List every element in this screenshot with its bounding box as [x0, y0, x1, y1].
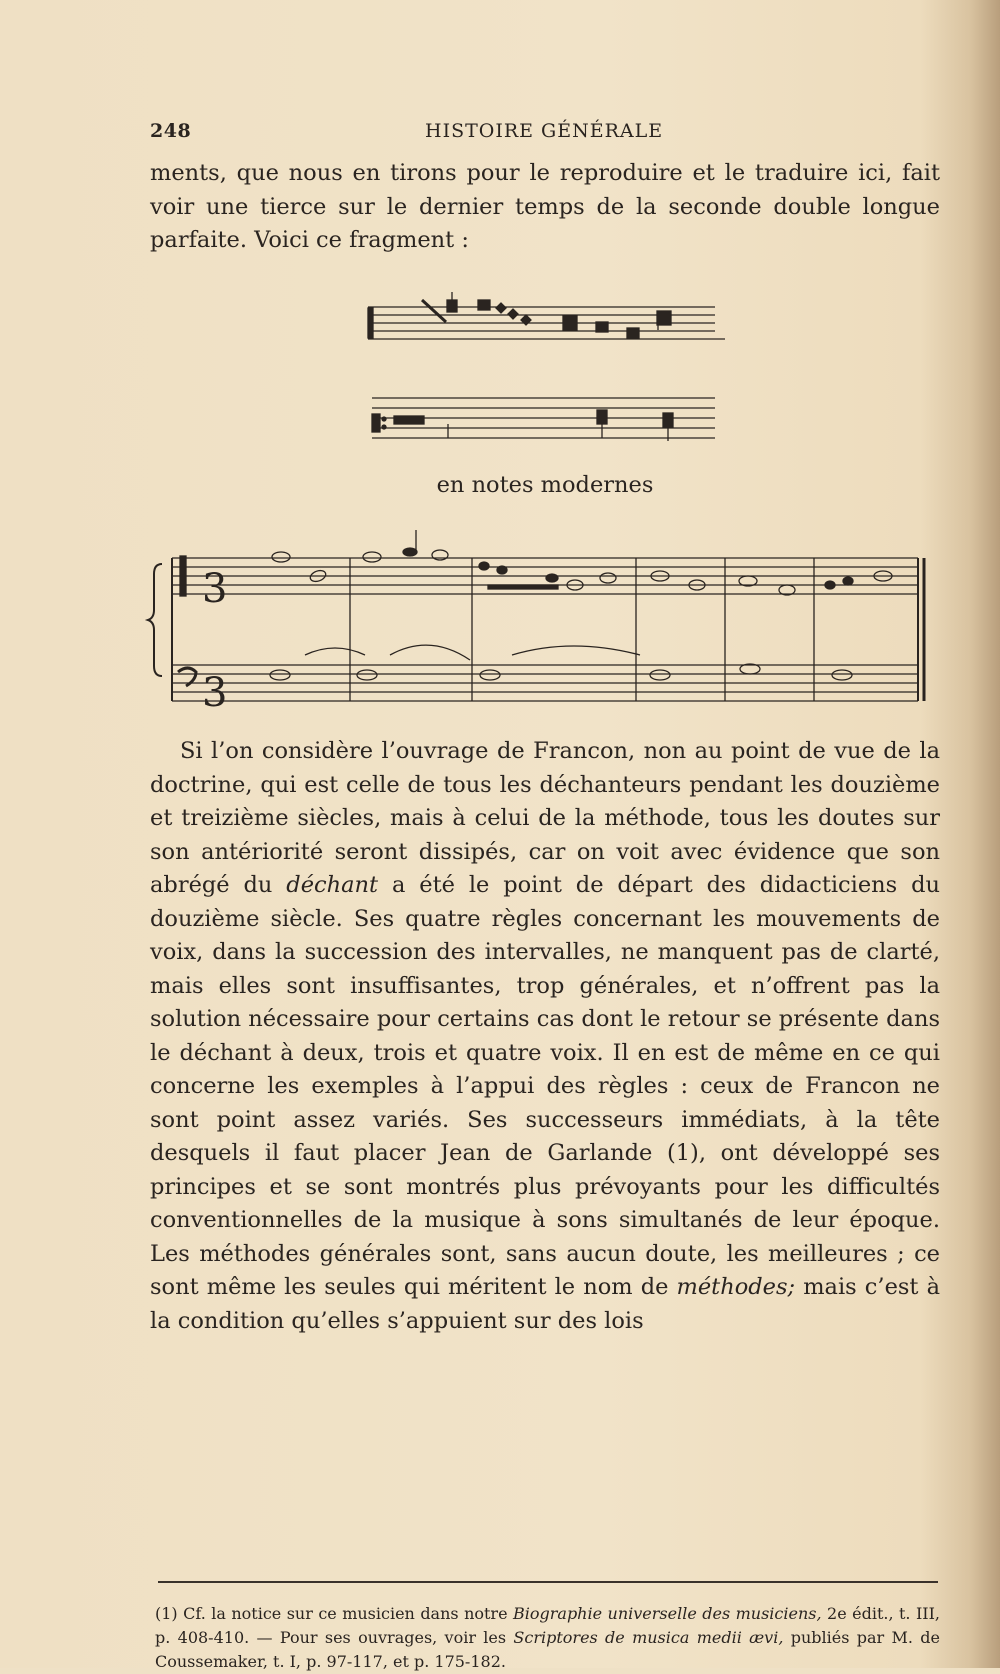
music-caption: en notes modernes [436, 472, 654, 498]
footnote-part-3: publiés par M. de Coussemaker, t. I, p. 97-117, et p. 175-182. [155, 1628, 940, 1671]
footnote [155, 1602, 940, 1674]
footnote-italic-biographie: Biographie universelle des musiciens, [513, 1604, 822, 1623]
main-text-part-1: Si l’on considère l’ouvrage de Francon, non au point de vue de la doctrine, qui est celle de tous les déchanteurs pendant les douzième et treizième siècles, mais à celui de la méthode, tous les doutes sur son antériorité seront dissipés, car on voit avec évidence que son abrégé du [150, 738, 940, 898]
main-text-italic-dechant: déchant [286, 872, 379, 898]
intro-paragraph: ments, que nous en tirons pour le reproduire et le traduire ici, fait voir une tierce sur le dernier temps de la seconde double longue parfaite. Voici ce fragment : [150, 160, 940, 253]
svg-text:3: 3 [202, 670, 228, 716]
footnote-part-1: (1) Cf. la notice sur ce musicien dans notre [155, 1604, 513, 1623]
main-text-italic-methodes: méthodes; [676, 1274, 796, 1300]
music-examples [0, 0, 1000, 720]
main-text-part-2: a été le point de départ des didacticiens du douzième siècle. Ses quatre règles concernant les mouvements de voix, dans la succession des intervalles, ne manquent pas de clarté, mais elles sont insuffisantes, trop générales, et n’offrent pas la solution nécessaire pour certains cas dont le retour se présente dans le déchant à deux, trois et quatre voix. Il en est de même en ce qui concerne les exemples à l’appui des règles : ceux de Francon ne sont point assez variés. Ses successeurs immédiats, à la tête desquels il faut placer Jean de Garlande (1), ont développé ses principes et se sont montrés plus prévoyants pour les difficultés conventionnelles de la musique à sons simultanés de leur époque. Les méthodes générales sont, sans aucun doute, les meilleures ; ce sont même les seules qui méritent le nom de [150, 872, 940, 1300]
main-text-part-3: mais c’est à la condition qu’elles s’appuient sur des lois [150, 1274, 940, 1334]
modern-score [148, 530, 924, 716]
running-title: HISTOIRE GÉNÉRALE [425, 120, 664, 142]
medieval-notation-lower [372, 398, 715, 441]
main-paragraph [150, 735, 940, 1338]
medieval-notation-upper [368, 292, 725, 339]
footnote-rule [158, 1581, 938, 1583]
page-number: 248 [150, 120, 192, 142]
footnote-part-2: 2e édit., t. III, p. 408-410. — Pour ses ouvrages, voir les [155, 1604, 941, 1647]
footnote-italic-scriptores: Scriptores de musica medii ævi, [513, 1628, 784, 1647]
svg-text:3: 3 [202, 566, 228, 612]
